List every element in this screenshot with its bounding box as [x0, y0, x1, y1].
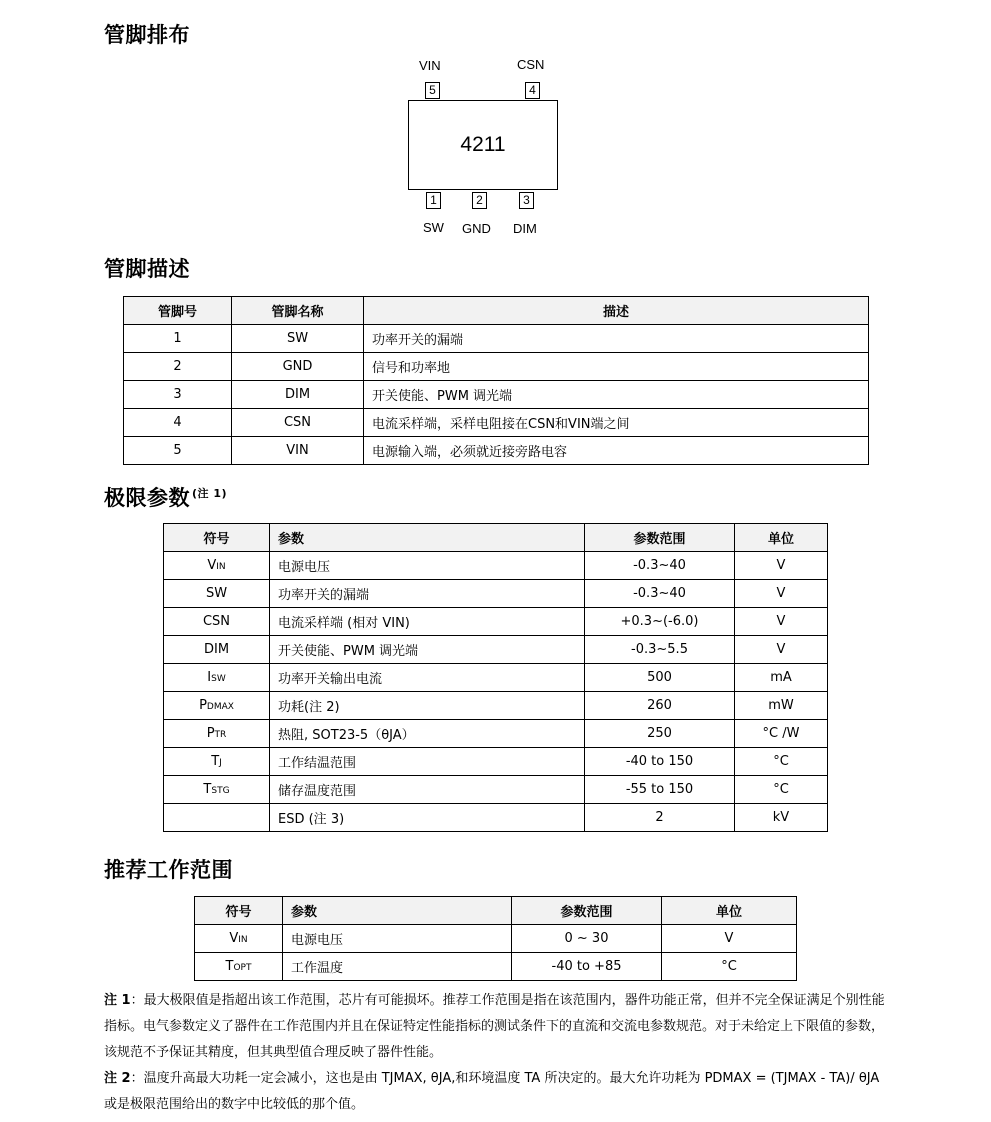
table-row [124, 437, 869, 465]
table-header-row [195, 897, 797, 925]
cell-parameter: 功率开关输出电流 [270, 664, 585, 692]
cell-pin-name: SW [232, 325, 364, 353]
cell-range: 260 [585, 692, 735, 720]
pin-name-top-1: CSN [517, 57, 545, 72]
cell-symbol [164, 748, 270, 776]
cell-range: -40 to 150 [585, 748, 735, 776]
table-header-row [164, 524, 828, 552]
cell-unit: V [662, 925, 797, 953]
heading-recommended: 推荐工作范围 [104, 858, 233, 882]
absolute-max-table [163, 523, 828, 832]
symbol-main: P [199, 698, 207, 713]
table-row [164, 776, 828, 804]
cell-pin-number: 2 [124, 353, 232, 381]
cell-parameter: 电源电压 [283, 925, 512, 953]
cell-symbol [164, 776, 270, 804]
table-row [124, 409, 869, 437]
cell-range: -0.3~5.5 [585, 636, 735, 664]
table-row [164, 748, 828, 776]
cell-range: -0.3~40 [585, 580, 735, 608]
table-row [164, 692, 828, 720]
cell-parameter: 电源电压 [270, 552, 585, 580]
cell-symbol [195, 925, 283, 953]
cell-unit: mA [735, 664, 828, 692]
header-parameter: 参数 [283, 897, 512, 925]
cell-symbol [195, 953, 283, 981]
cell-description: 电源输入端，必须就近接旁路电容 [364, 437, 869, 465]
cell-range: -55 to 150 [585, 776, 735, 804]
cell-symbol [164, 580, 270, 608]
symbol-main: V [207, 558, 217, 573]
cell-pin-name: CSN [232, 409, 364, 437]
cell-unit: °C [735, 748, 828, 776]
cell-parameter: 工作结温范围 [270, 748, 585, 776]
cell-pin-number: 3 [124, 381, 232, 409]
table-row [124, 353, 869, 381]
cell-range: 250 [585, 720, 735, 748]
cell-symbol [164, 720, 270, 748]
pin-number-bottom-1: 2 [472, 192, 487, 209]
symbol-main: SW [205, 586, 228, 601]
cell-range: -40 to +85 [512, 953, 662, 981]
header-symbol: 符号 [195, 897, 283, 925]
cell-description: 功率开关的漏端 [364, 325, 869, 353]
cell-parameter: 电流采样端 (相对 VIN) [270, 608, 585, 636]
heading-pin-description: 管脚描述 [104, 257, 190, 281]
note-2 [104, 1066, 894, 1118]
cell-symbol [164, 692, 270, 720]
cell-symbol [164, 608, 270, 636]
cell-range: 0 ~ 30 [512, 925, 662, 953]
symbol-main: DIM [203, 642, 230, 657]
cell-range: +0.3~(-6.0) [585, 608, 735, 636]
table-row [195, 925, 797, 953]
symbol-main: V [229, 931, 239, 946]
pin-name-bottom-0: SW [423, 220, 444, 235]
cell-symbol [164, 804, 270, 832]
symbol-main: P [206, 726, 215, 741]
symbol-main: CSN [202, 614, 231, 629]
symbol-subscript: IN [238, 935, 248, 945]
cell-parameter: 开关使能、PWM 调光端 [270, 636, 585, 664]
cell-pin-name: GND [232, 353, 364, 381]
cell-parameter: ESD (注 3) [270, 804, 585, 832]
table-row [164, 580, 828, 608]
header-range: 参数范围 [585, 524, 735, 552]
cell-range: 2 [585, 804, 735, 832]
cell-symbol [164, 664, 270, 692]
note-2-text: ：温度升高最大功耗一定会减小，这也是由 TJMAX, θJA,和环境温度 TA 所决定的。最大允许功耗为 PDMAX = (TJMAX - TA)/ θJA 或是极限范围给出的数字中比较低的那个值。 [104, 1071, 880, 1112]
note-2-label: 注 2 [104, 1071, 131, 1086]
cell-unit: V [735, 580, 828, 608]
cell-pin-number: 4 [124, 409, 232, 437]
symbol-subscript: IN [216, 562, 226, 572]
table-row [124, 381, 869, 409]
chip-body [408, 100, 558, 190]
cell-unit: mW [735, 692, 828, 720]
cell-unit: °C /W [735, 720, 828, 748]
cell-range: 500 [585, 664, 735, 692]
table-row [164, 608, 828, 636]
cell-parameter: 储存温度范围 [270, 776, 585, 804]
cell-parameter: 功耗(注 2) [270, 692, 585, 720]
cell-parameter: 工作温度 [283, 953, 512, 981]
cell-unit: °C [735, 776, 828, 804]
symbol-subscript: TR [214, 730, 227, 740]
heading-note-ref: (注 1) [192, 487, 228, 500]
cell-unit: V [735, 608, 828, 636]
pin-number-bottom-2: 3 [519, 192, 534, 209]
pin-name-bottom-2: DIM [513, 221, 537, 236]
note-1 [104, 988, 894, 1066]
cell-unit: °C [662, 953, 797, 981]
recommended-table [194, 896, 797, 981]
symbol-main: I [207, 670, 212, 685]
cell-unit: V [735, 636, 828, 664]
pin-number-bottom-0: 1 [426, 192, 441, 209]
cell-parameter: 功率开关的漏端 [270, 580, 585, 608]
symbol-subscript: SW [211, 674, 226, 684]
note-1-label: 注 1 [104, 993, 131, 1008]
pin-number-top-1: 4 [525, 82, 540, 99]
symbol-main: T [211, 754, 220, 769]
symbol-subscript: OPT [233, 963, 252, 973]
table-row [164, 804, 828, 832]
table-row [164, 552, 828, 580]
header-pin-number: 管脚号 [124, 297, 232, 325]
header-parameter: 参数 [270, 524, 585, 552]
notes-section [104, 988, 894, 1118]
pin-number-top-0: 5 [425, 82, 440, 99]
cell-symbol [164, 636, 270, 664]
header-unit: 单位 [735, 524, 828, 552]
table-row [164, 720, 828, 748]
cell-pin-name: VIN [232, 437, 364, 465]
pin-description-table [123, 296, 869, 465]
heading-absolute-max: 极限参数 $^{(注 1)}$ [104, 486, 228, 510]
header-description: 描述 [364, 297, 869, 325]
symbol-main: T [203, 782, 212, 797]
pin-name-top-0: VIN [419, 58, 441, 73]
note-1-text: ：最大极限值是指超出该工作范围，芯片有可能损坏。推荐工作范围是指在该范围内，器件功能正常，但并不完全保证满足个别性能指标。电气参数定义了器件在工作范围内并且在保证特定性能指标的测试条件下的直流和交流电参数规范。对于未给定上下限值的参数，该规范不予保证其精度，但其典型值合理反映了器件性能。 [104, 993, 885, 1060]
header-range: 参数范围 [512, 897, 662, 925]
cell-unit: V [735, 552, 828, 580]
table-header-row [124, 297, 869, 325]
symbol-subscript: STG [211, 786, 230, 796]
heading-pinout: 管脚排布 [104, 23, 190, 47]
cell-range: -0.3~40 [585, 552, 735, 580]
table-row [164, 636, 828, 664]
table-row [195, 953, 797, 981]
symbol-subscript: DMAX [206, 702, 234, 712]
cell-description: 开关使能、PWM 调光端 [364, 381, 869, 409]
header-symbol: 符号 [164, 524, 270, 552]
cell-pin-number: 5 [124, 437, 232, 465]
table-row [164, 664, 828, 692]
pin-name-bottom-1: GND [462, 221, 491, 236]
cell-pin-number: 1 [124, 325, 232, 353]
cell-description: 电流采样端，采样电阻接在CSN和VIN端之间 [364, 409, 869, 437]
symbol-subscript: J [219, 758, 222, 768]
table-row [124, 325, 869, 353]
chip-label: 4211 [460, 133, 506, 156]
pinout-diagram [400, 52, 575, 242]
cell-pin-name: DIM [232, 381, 364, 409]
cell-parameter: 热阻, SOT23-5（θJA） [270, 720, 585, 748]
cell-unit: kV [735, 804, 828, 832]
header-pin-name: 管脚名称 [232, 297, 364, 325]
header-unit: 单位 [662, 897, 797, 925]
cell-description: 信号和功率地 [364, 353, 869, 381]
symbol-main: T [225, 959, 234, 974]
cell-symbol [164, 552, 270, 580]
